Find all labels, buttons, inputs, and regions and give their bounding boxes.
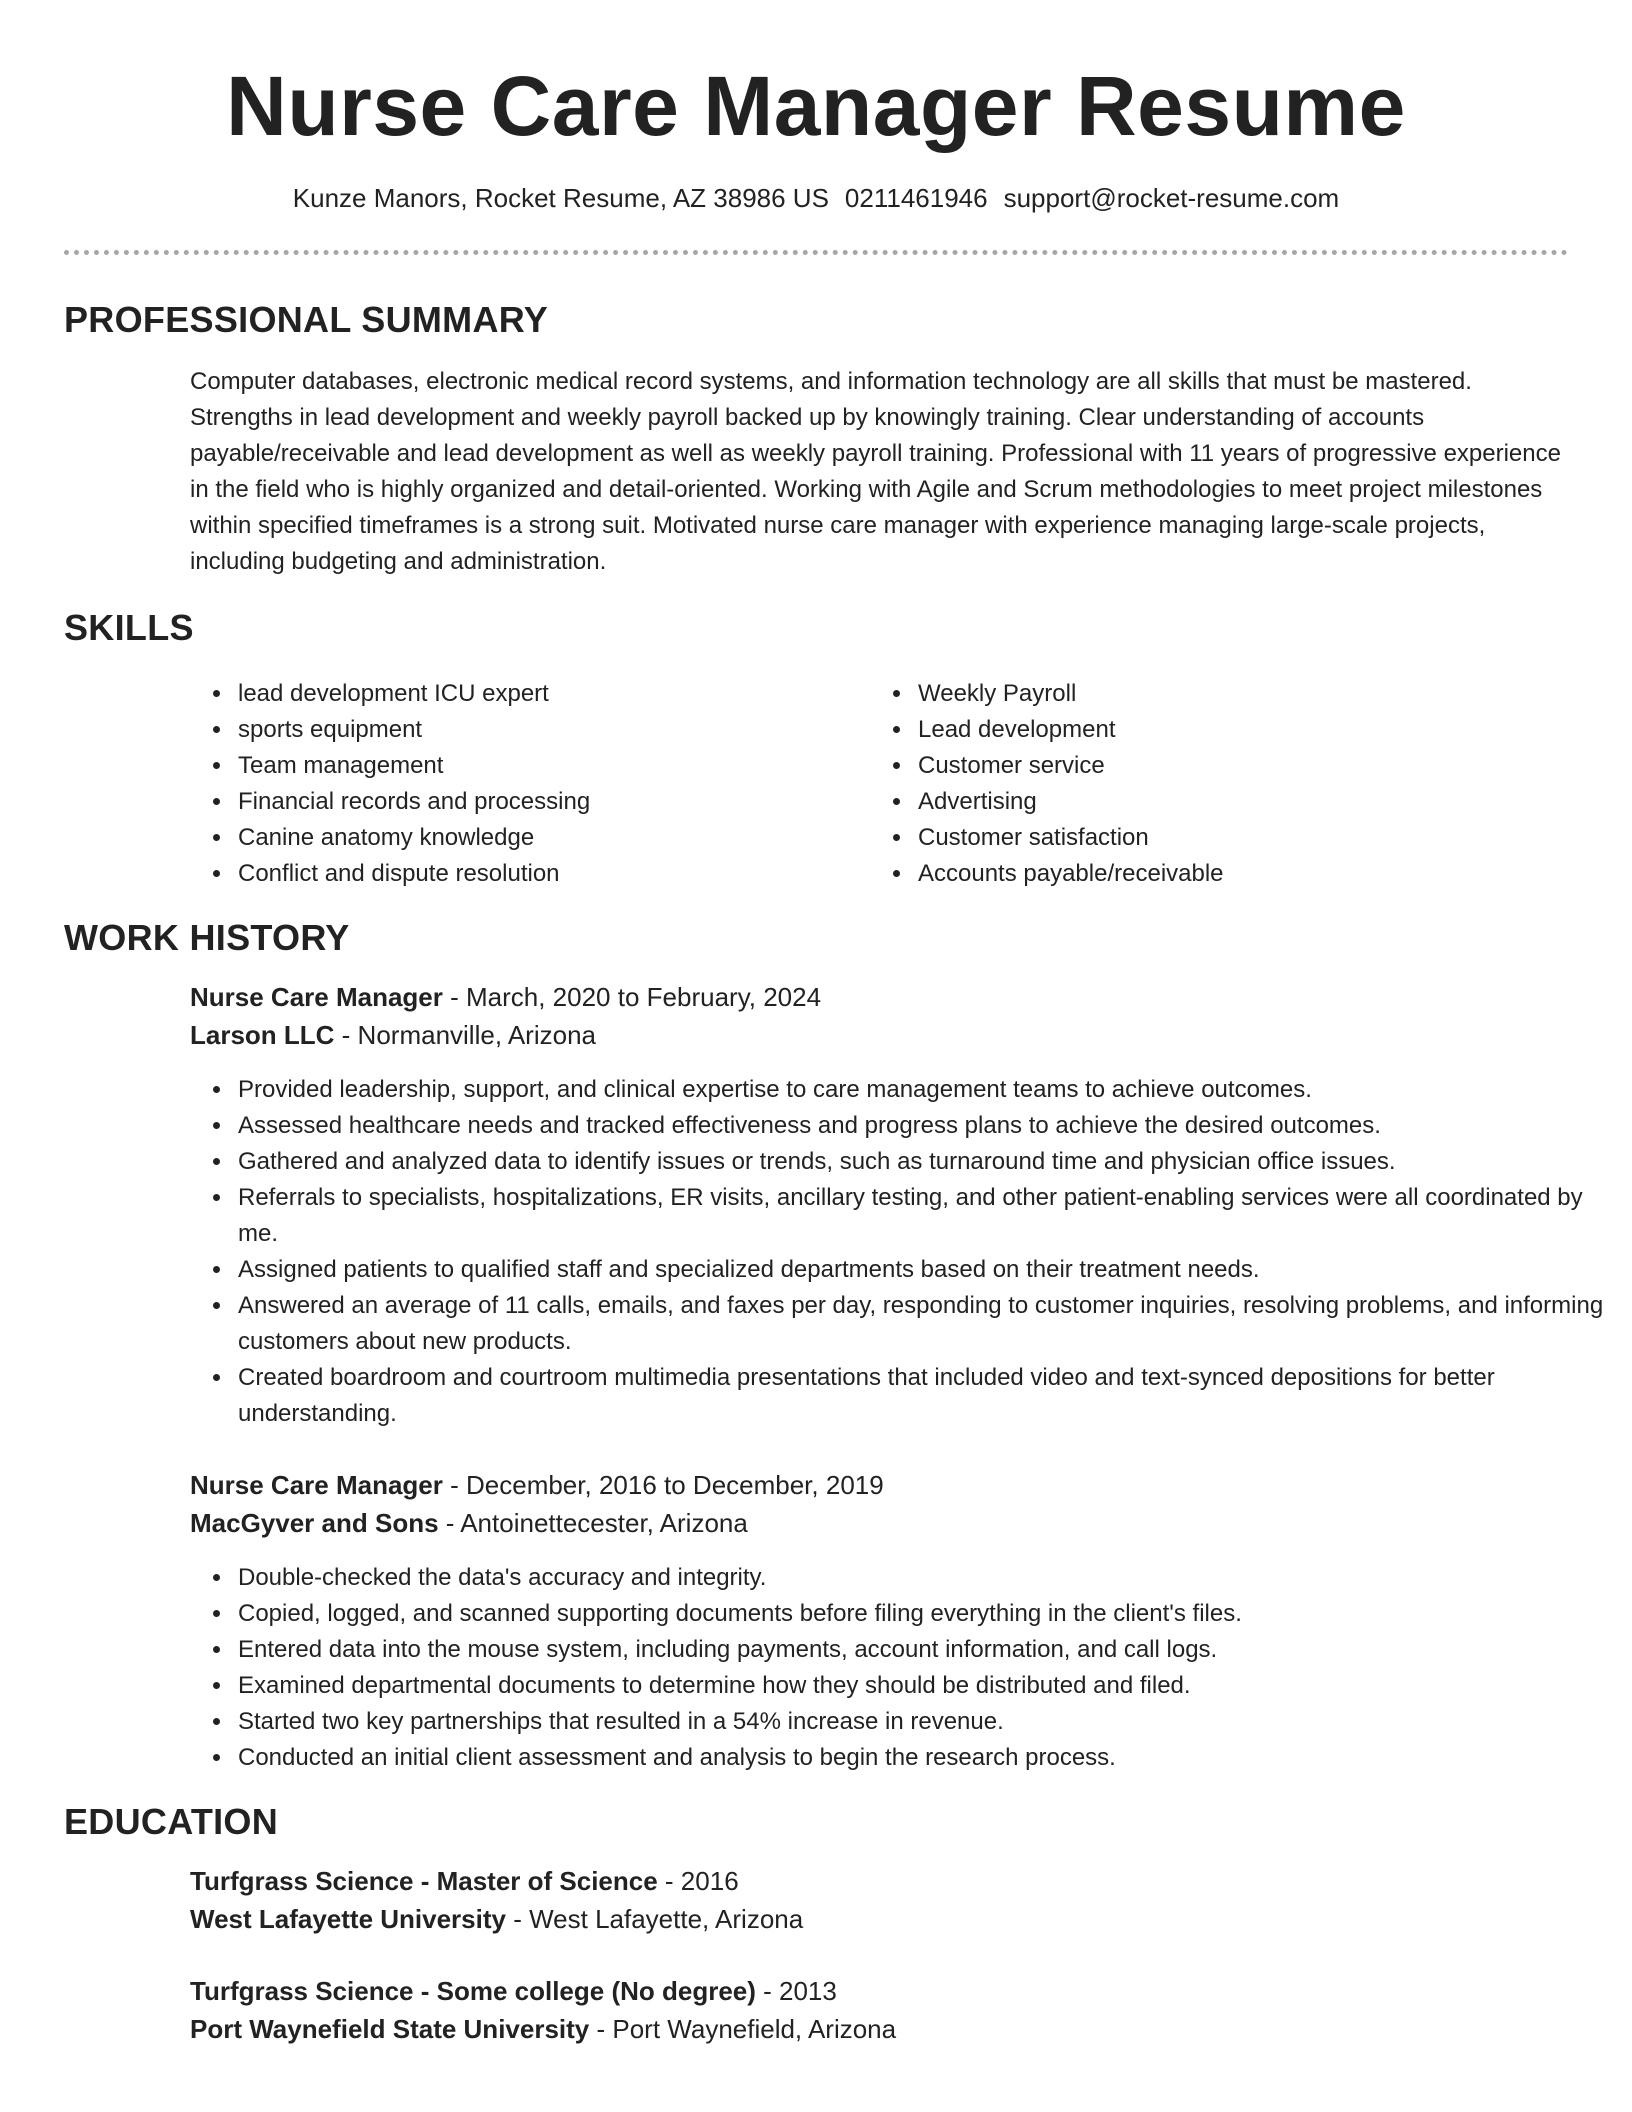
skills-list-left bbox=[192, 676, 874, 892]
edu-school: Port Waynefield State University bbox=[190, 2014, 590, 2044]
job-bullet: • Entered data into the mouse system, including payments, account information, and call logs. bbox=[234, 1632, 1604, 1668]
job-dates: - December, 2016 to December, 2019 bbox=[442, 1470, 884, 1500]
section-title-skills: SKILLS bbox=[64, 607, 194, 648]
contact-line bbox=[0, 180, 1632, 216]
skill-item: • lead development ICU expert bbox=[234, 676, 874, 712]
job-location: - Antoinettecester, Arizona bbox=[438, 1508, 748, 1538]
edu-degree: Turfgrass Science - Master of Science bbox=[190, 1866, 658, 1896]
job-bullet: • Referrals to specialists, hospitalizations, ER visits, ancillary testing, and other patient-enabling services were all coordinated by me. bbox=[234, 1180, 1604, 1252]
edu-school-line bbox=[190, 1900, 803, 1938]
job-bullet: • Copied, logged, and scanned supporting documents before filing everything in the client's files. bbox=[234, 1596, 1604, 1632]
job-bullet: • Gathered and analyzed data to identify issues or trends, such as turnaround time and physician office issues. bbox=[234, 1144, 1604, 1180]
resume-title: Nurse Care Manager Resume bbox=[226, 59, 1406, 153]
job-company: MacGyver and Sons bbox=[190, 1508, 439, 1538]
job-bullet: • Assessed healthcare needs and tracked effectiveness and progress plans to achieve the desired outcomes. bbox=[234, 1108, 1604, 1144]
contact-address: Kunze Manors, Rocket Resume, AZ 38986 US bbox=[292, 183, 829, 213]
section-title-work: WORK HISTORY bbox=[64, 917, 350, 958]
contact-phone: 0211461946 bbox=[844, 183, 988, 213]
summary-text: Computer databases, electronic medical record systems, and information technology are all skills that must be mastered. Strengths in lead development and weekly payroll backed up by knowingly training. Clear understanding of accounts payable/receivable and lead development as well as weekly payroll training. Professional with 11 years of progressive experience in the field who is highly organized and detail-oriented. Working with Agile and Scrum methodologies to meet project milestones within specified timeframes is a strong suit. Motivated nurse care manager with experience managing large-scale projects, including budgeting and administration. bbox=[190, 368, 1561, 575]
job-bullet: • Provided leadership, support, and clinical expertise to care management teams to achieve outcomes. bbox=[234, 1072, 1604, 1108]
job-title-line bbox=[190, 1466, 884, 1504]
edu-degree-line bbox=[190, 1862, 739, 1900]
job-dates: - March, 2020 to February, 2024 bbox=[442, 982, 822, 1012]
skills-list-right bbox=[872, 676, 1554, 892]
skill-item: • Lead development bbox=[914, 712, 1554, 748]
skill-item: • Financial records and processing bbox=[234, 784, 874, 820]
job-bullet: • Double-checked the data's accuracy and integrity. bbox=[234, 1560, 1604, 1596]
skill-item: • Customer service bbox=[914, 748, 1554, 784]
job-company-line bbox=[190, 1504, 748, 1542]
edu-school: West Lafayette University bbox=[190, 1904, 506, 1934]
job-title-line bbox=[190, 978, 821, 1016]
edu-degree: Turfgrass Science - Some college (No degree) bbox=[190, 1976, 756, 2006]
contact-email[interactable]: support@rocket-resume.com bbox=[1003, 183, 1340, 213]
section-title-summary: PROFESSIONAL SUMMARY bbox=[64, 299, 549, 340]
job-bullet: • Examined departmental documents to determine how they should be distributed and filed. bbox=[234, 1668, 1604, 1704]
edu-year: - 2013 bbox=[755, 1976, 837, 2006]
header-divider bbox=[64, 250, 1568, 255]
edu-school-line bbox=[190, 2010, 896, 2048]
job-location: - Normanville, Arizona bbox=[334, 1020, 596, 1050]
job-bullet: • Answered an average of 11 calls, emails, and faxes per day, responding to customer inquiries, resolving problems, and informing customers about new products. bbox=[234, 1288, 1604, 1360]
job-bullets bbox=[192, 1072, 1604, 1432]
edu-degree-line bbox=[190, 1972, 837, 2010]
skill-item: • Conflict and dispute resolution bbox=[234, 856, 874, 892]
job-bullet: • Created boardroom and courtroom multimedia presentations that included video and text-synced depositions for better understanding. bbox=[234, 1360, 1604, 1432]
skill-item: • sports equipment bbox=[234, 712, 874, 748]
edu-location: - Port Waynefield, Arizona bbox=[589, 2014, 897, 2044]
job-position: Nurse Care Manager bbox=[190, 1470, 443, 1500]
skill-item: • Customer satisfaction bbox=[914, 820, 1554, 856]
section-title-education: EDUCATION bbox=[64, 1801, 279, 1842]
edu-year: - 2016 bbox=[657, 1866, 739, 1896]
job-bullet: • Started two key partnerships that resulted in a 54% increase in revenue. bbox=[234, 1704, 1604, 1740]
job-position: Nurse Care Manager bbox=[190, 982, 443, 1012]
skill-item: • Canine anatomy knowledge bbox=[234, 820, 874, 856]
edu-location: - West Lafayette, Arizona bbox=[505, 1904, 804, 1934]
job-bullet: • Conducted an initial client assessment and analysis to begin the research process. bbox=[234, 1740, 1604, 1776]
job-bullets bbox=[192, 1560, 1604, 1776]
job-company: Larson LLC bbox=[190, 1020, 335, 1050]
job-company-line bbox=[190, 1016, 596, 1054]
skill-item: • Advertising bbox=[914, 784, 1554, 820]
skill-item: • Team management bbox=[234, 748, 874, 784]
skill-item: • Accounts payable/receivable bbox=[914, 856, 1554, 892]
skill-item: • Weekly Payroll bbox=[914, 676, 1554, 712]
job-bullet: • Assigned patients to qualified staff and specialized departments based on their treatment needs. bbox=[234, 1252, 1604, 1288]
